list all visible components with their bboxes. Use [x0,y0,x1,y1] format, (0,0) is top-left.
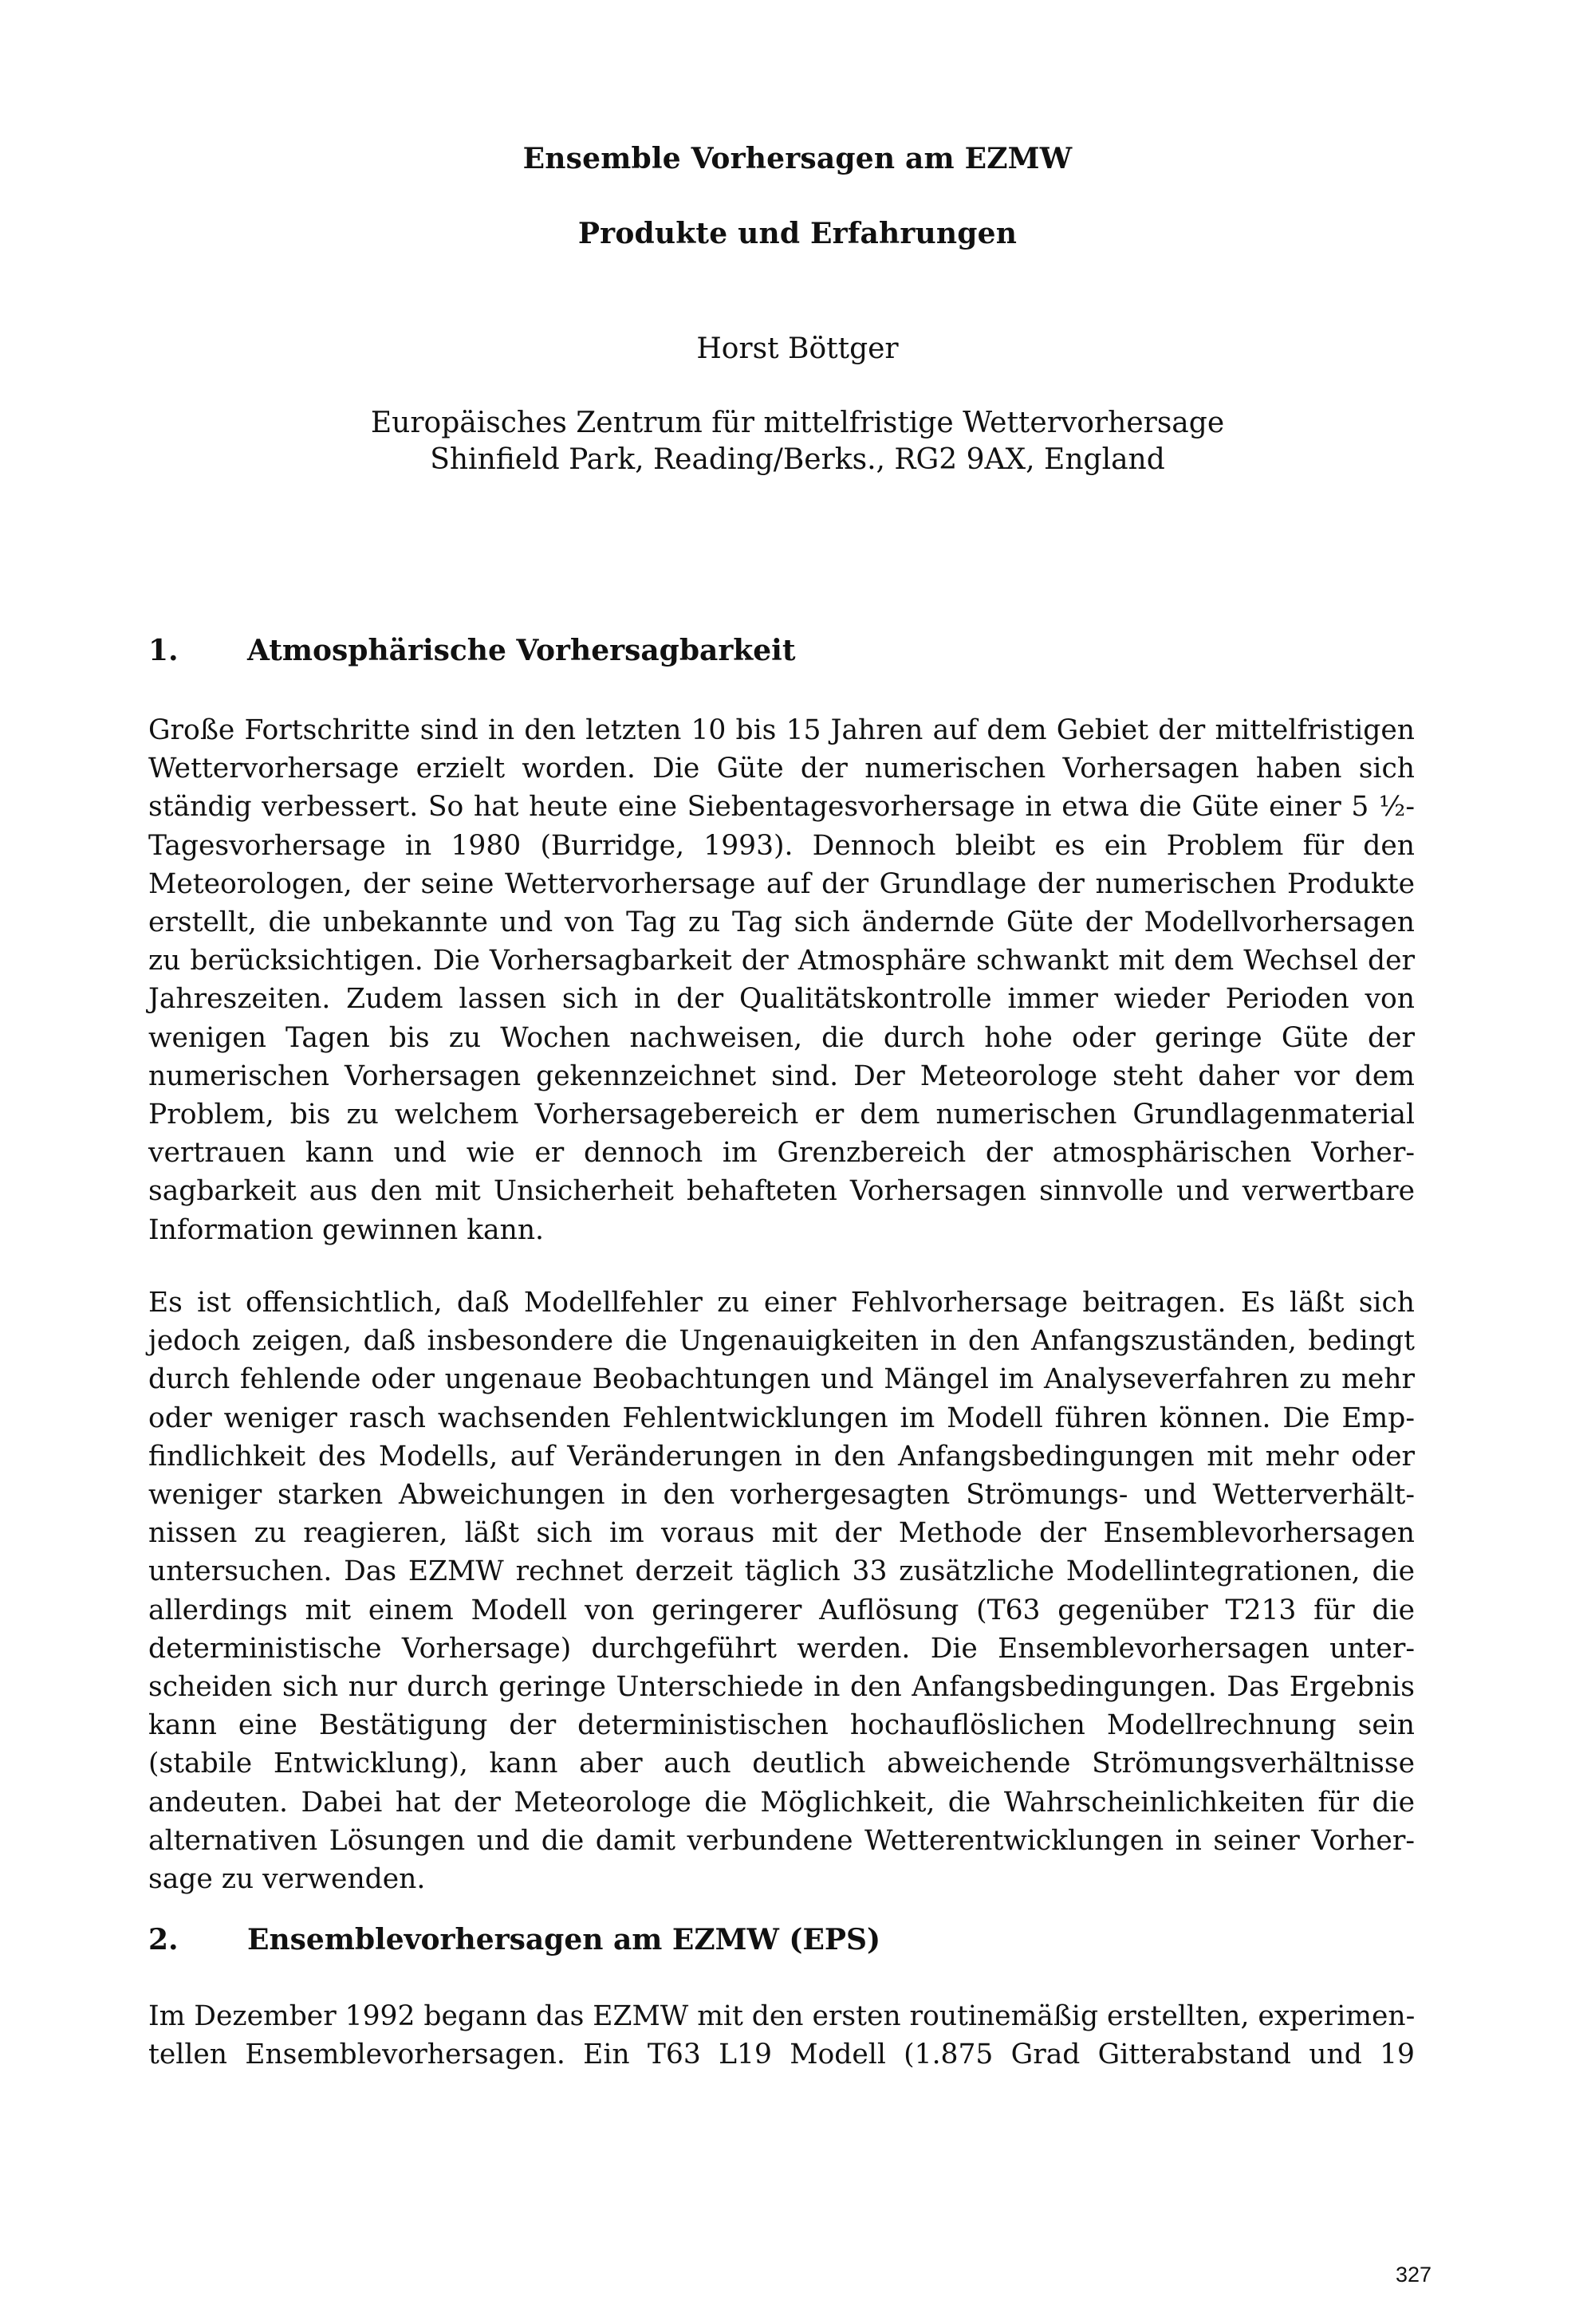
page-number: 327 [1396,2263,1432,2287]
text-line: Große Fortschritte sind in den letzten 10 bis 15 Jahren auf dem Gebiet der mittelfristigen [148,714,1415,746]
text-line: untersuchen. Das EZMW rechnet derzeit täglich 33 zusätzliche Modellintegrationen, die [148,1555,1415,1588]
text-line: allerdings mit einem Modell von geringerer Auflösung (T63 gegenüber T213 für die [148,1594,1415,1626]
text-line: ständig verbessert. So hat heute eine Siebentagesvorhersage in etwa die Güte einer 5 ½- [148,791,1415,824]
text-line: alternativen Lösungen und die damit verbundene Wetterentwicklungen in seiner Vorher- [148,1824,1415,1857]
paper-subtitle: Produkte und Erfahrungen [577,217,1018,250]
text-line: (stabile Entwicklung), kann aber auch deutlich abweichende Strömungsverhältnisse [148,1748,1415,1780]
text-line: kann eine Bestätigung der deterministischen hochauflöslichen Modellrechnung sein [148,1709,1415,1742]
section-1-heading [148,634,795,667]
affiliation-line-2: Shinfield Park, Reading/Berks., RG2 9AX, England [430,443,1165,476]
text-line: Im Dezember 1992 begann das EZMW mit den ersten routinemäßig erstellten, experimen- [148,2000,1416,2032]
text-line: Jahreszeiten. Zudem lassen sich in der Qualitätskontrolle immer wieder Perioden von [148,983,1415,1016]
section-1-paragraph-1 [148,711,1415,1249]
text-line: erstellt, die unbekannte und von Tag zu Tag sich ändernde Güte der Modellvorhersagen [148,906,1415,939]
affiliation-line-1: Europäisches Zentrum für mittelfristige Wettervorhersage [370,407,1225,439]
text-line: numerischen Vorhersagen gekennzeichnet sind. Der Meteorologe steht daher vor dem [148,1060,1415,1092]
text-line: weniger starken Abweichungen in den vorhergesagten Strömungs- und Wetterverhält- [148,1479,1415,1512]
text-line: jedoch zeigen, daß insbesondere die Ungenauigkeiten in den Anfangszuständen, bedingt [148,1325,1415,1358]
text-line: sage zu verwenden. [148,1863,426,1896]
text-line: vertrauen kann und wie er dennoch im Grenzbereich der atmosphärischen Vorher- [148,1137,1415,1170]
text-line: tellen Ensemblevorhersagen. Ein T63 L19 Modell (1.875 Grad Gitterabstand und 19 [148,2039,1415,2071]
section-1-paragraph-2 [148,1284,1415,1898]
text-line: oder weniger rasch wachsenden Fehlentwicklungen im Modell führen können. Die Emp- [148,1402,1415,1434]
text-line: deterministische Vorhersage) durchgeführt werden. Die Ensemblevorhersagen unter- [148,1632,1415,1665]
text-line: Es ist offensichtlich, daß Modellfehler zu einer Fehlvorhersage beitragen. Es läßt sich [148,1287,1415,1319]
text-line: sagbarkeit aus den mit Unsicherheit behafteten Vorhersagen sinnvolle und verwertbare [148,1175,1415,1208]
section-2-number: 2. [148,1923,179,1956]
text-line: nissen zu reagieren, läßt sich im voraus mit der Methode der Ensemblevorhersagen [148,1517,1415,1550]
section-1-title: Atmosphärische Vorhersagbarkeit [247,634,796,667]
text-line: andeuten. Dabei hat der Meteorologe die Möglichkeit, die Wahrscheinlichkeiten für die [148,1786,1415,1819]
text-line: Information gewinnen kann. [148,1213,545,1246]
text-line: Wettervorhersage erzielt worden. Die Güte der numerischen Vorhersagen haben sich [148,753,1415,785]
author-name: Horst Böttger [696,332,899,365]
text-line: wenigen Tagen bis zu Wochen nachweisen, die durch hohe oder geringe Güte der [148,1021,1415,1054]
text-line: Problem, bis zu welchem Vorhersagebereich er dem numerischen Grundlagenmaterial [148,1099,1415,1131]
text-line: durch fehlende oder ungenaue Beobachtungen und Mängel im Analyseverfahren zu mehr [148,1363,1415,1396]
paper-title: Ensemble Vorhersagen am EZMW [522,142,1073,175]
text-line: scheiden sich nur durch geringe Unterschiede in den Anfangsbedingungen. Das Ergebnis [148,1671,1415,1704]
text-line: findlichkeit des Modells, auf Veränderungen in den Anfangsbedingungen mit mehr oder [148,1440,1415,1473]
text-line: Tagesvorhersage in 1980 (Burridge, 1993). Dennoch bleibt es ein Problem für den [148,829,1415,862]
section-1-number: 1. [148,634,179,667]
section-2-heading [148,1923,880,1956]
section-2-title: Ensemblevorhersagen am EZMW (EPS) [247,1923,881,1956]
text-line: zu berücksichtigen. Die Vorhersagbarkeit der Atmosphäre schwankt mit dem Wechsel der [148,945,1415,977]
text-line: Meteorologen, der seine Wettervorhersage auf der Grundlage der numerischen Produkte [148,867,1415,900]
section-2-paragraph-1 [148,1997,1415,2074]
